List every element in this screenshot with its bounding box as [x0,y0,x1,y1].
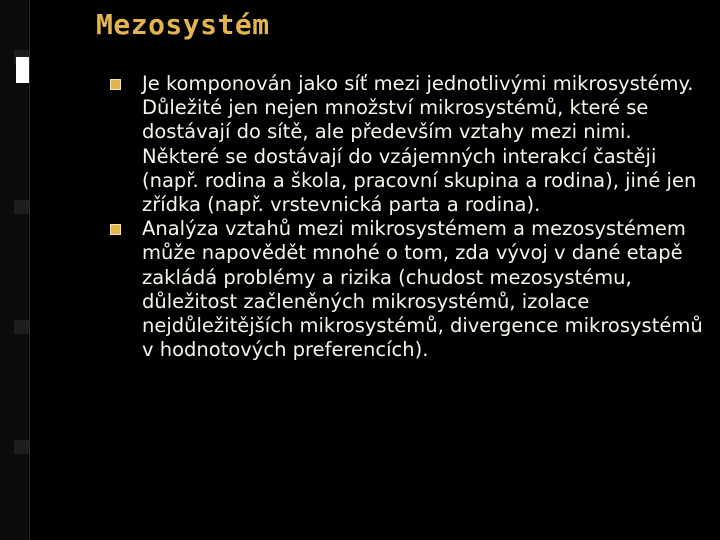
left-divider-line [29,0,30,540]
slide-title: Mezosystém [96,8,270,41]
bullet-text: Je komponován jako síť mezi jednotlivými mikrosystémy. Důležité jen nejen množství mikrosystémů, které se dostávají do sítě, ale především vztahy mezi nimi. Některé se dostávají do vzájemných interakcí častěji (např. rodina a škola, pracovní skupina a rodina), jiné jen zřídka (např. vrstevnická parta a rodina). [142,72,697,217]
bullet-list [116,72,706,362]
bullet-item [116,72,706,217]
bullet-square-icon [110,224,121,235]
decorative-square [14,320,30,334]
bullet-square-icon [110,79,121,90]
bullet-text: Analýza vztahů mezi mikrosystémem a mezosystémem může napovědět mnohé o tom, zda vývoj v dané etapě zakládá problémy a rizika (chudost mezosystému, důležitost začleněných mikrosystémů, izolace nejdůležitějších mikrosystémů, divergence mikrosystémů v hodnotových preferencích). [142,217,703,362]
decorative-square [14,200,30,214]
decorative-square [14,440,30,454]
decorative-square-white [16,57,30,83]
bullet-item [116,217,706,362]
left-decorative-bar [0,0,28,540]
